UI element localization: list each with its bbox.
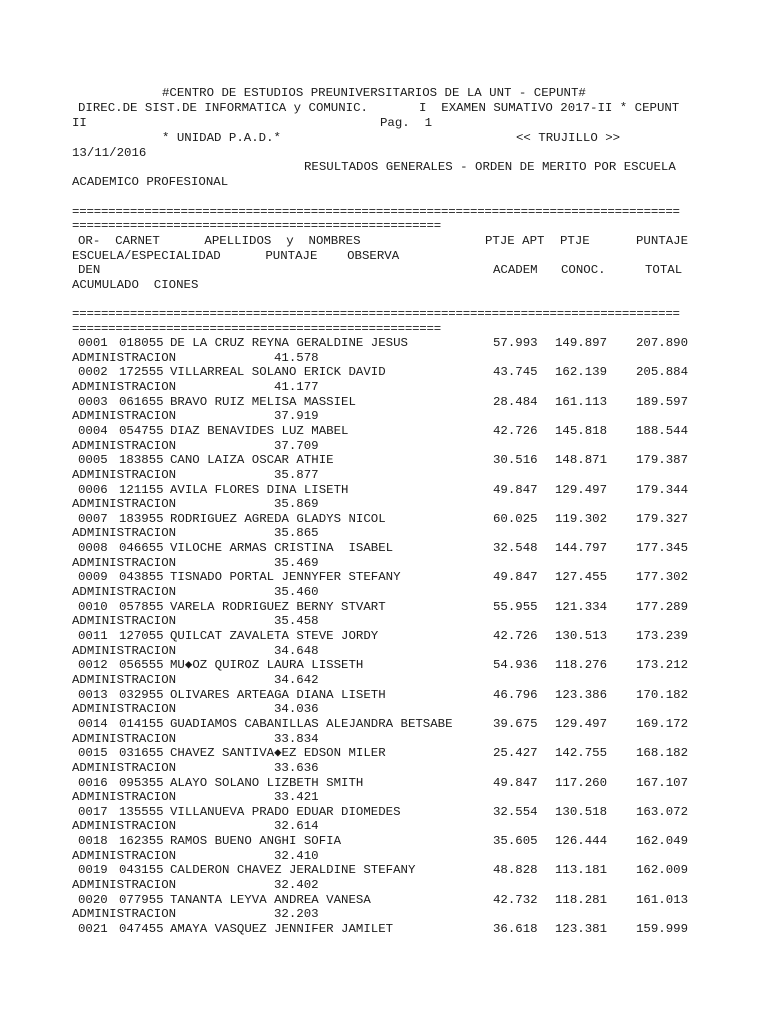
exam-name: I EXAMEN SUMATIVO 2017-II * CEPUNT: [419, 101, 680, 115]
order-number: 0002: [78, 365, 108, 380]
puntaje-acumulado: 32.203: [274, 907, 319, 922]
puntaje-acumulado: 32.410: [274, 848, 319, 863]
puntaje-academ: 35.605: [493, 834, 538, 849]
column-header-den: DEN: [78, 263, 101, 277]
puntaje-total: 163.072: [636, 804, 689, 819]
puntaje-total: 205.884: [636, 365, 689, 380]
puntaje-total: 177.289: [636, 599, 689, 614]
column-header-academ: ACADEM: [493, 263, 538, 277]
puntaje-total: 162.009: [636, 863, 689, 878]
puntaje-conoc: 123.381: [555, 922, 608, 936]
escuela-name: ADMINISTRACION: [72, 848, 177, 863]
puntaje-academ: 42.732: [493, 892, 538, 907]
puntaje-conoc: 117.260: [555, 775, 608, 790]
carnet-number: 054755: [119, 423, 164, 438]
escuela-name: ADMINISTRACION: [72, 672, 177, 687]
student-name: RODRIGUEZ AGREDA GLADYS NICOL: [170, 511, 386, 526]
student-name: VILLARREAL SOLANO ERICK DAVID: [170, 365, 386, 380]
escuela-name: ADMINISTRACION: [72, 702, 177, 717]
puntaje-acumulado: 35.460: [274, 585, 319, 599]
carnet-number: 135555: [119, 804, 164, 819]
student-name: AMAYA VASQUEZ JENNIFER JAMILET: [170, 922, 394, 936]
report-title: #CENTRO DE ESTUDIOS PREUNIVERSITARIOS DE LA UNT - CEPUNT#: [162, 86, 586, 100]
escuela-name: ADMINISTRACION: [72, 907, 177, 922]
puntaje-acumulado: 37.919: [274, 409, 319, 424]
puntaje-conoc: 129.497: [555, 482, 608, 497]
student-name: TANANTA LEYVA ANDREA VANESA: [170, 892, 371, 907]
puntaje-academ: 46.796: [493, 687, 538, 702]
escuela-name: ADMINISTRACION: [72, 497, 177, 512]
student-name: RAMOS BUENO ANGHI SOFIA: [170, 834, 342, 849]
student-name: VILOCHE ARMAS CRISTINA ISABEL: [170, 541, 394, 556]
puntaje-total: 159.999: [636, 922, 689, 936]
order-number: 0020: [78, 892, 108, 907]
escuela-name: ADMINISTRACION: [72, 614, 177, 629]
escuela-name: ADMINISTRACION: [72, 467, 177, 482]
puntaje-acumulado: 34.648: [274, 643, 319, 658]
puntaje-total: 179.327: [636, 511, 689, 526]
escuela-name: ADMINISTRACION: [72, 350, 177, 365]
carnet-number: 172555: [119, 365, 164, 380]
puntaje-conoc: 121.334: [555, 599, 608, 614]
puntaje-academ: 30.516: [493, 453, 538, 468]
puntaje-acumulado: 41.177: [274, 379, 319, 394]
puntaje-acumulado: 32.402: [274, 878, 319, 892]
puntaje-academ: 48.828: [493, 863, 538, 878]
carnet-number: 031655: [119, 746, 164, 761]
separator-line: ====================================================================================: [72, 307, 680, 321]
puntaje-conoc: 126.444: [555, 834, 608, 849]
escuela-name: ADMINISTRACION: [72, 555, 177, 570]
puntaje-conoc: 129.497: [555, 716, 608, 731]
puntaje-academ: 28.484: [493, 394, 538, 409]
student-name: MU◆OZ QUIROZ LAURA LISSETH: [170, 658, 364, 673]
puntaje-conoc: 113.181: [555, 863, 608, 878]
carnet-number: 057855: [119, 599, 164, 614]
order-number: 0015: [78, 746, 108, 761]
order-number: 0004: [78, 423, 108, 438]
student-name: BRAVO RUIZ MELISA MASSIEL: [170, 394, 356, 409]
carnet-number: 032955: [119, 687, 164, 702]
escuela-name: ADMINISTRACION: [72, 760, 177, 775]
carnet-number: 043855: [119, 570, 164, 585]
column-header-acumulado: ACUMULADO CIONES: [72, 278, 199, 292]
carnet-number: 014155: [119, 716, 164, 731]
separator-line: ====================================================================================: [72, 205, 680, 219]
student-name: CALDERON CHAVEZ JERALDINE STEFANY: [170, 863, 416, 878]
carnet-number: 183855: [119, 453, 164, 468]
puntaje-academ: 32.548: [493, 541, 538, 556]
report-subtitle-continued: ACADEMICO PROFESIONAL: [72, 175, 229, 189]
student-name: VILLANUEVA PRADO EDUAR DIOMEDES: [170, 804, 401, 819]
puntaje-conoc: 130.518: [555, 804, 608, 819]
puntaje-total: 170.182: [636, 687, 689, 702]
column-header-ptje: PTJE: [560, 234, 590, 248]
puntaje-acumulado: 35.865: [274, 526, 319, 541]
student-name: OLIVARES ARTEAGA DIANA LISETH: [170, 687, 386, 702]
puntaje-acumulado: 35.458: [274, 614, 319, 629]
puntaje-academ: 49.847: [493, 775, 538, 790]
student-name: TISNADO PORTAL JENNYFER STEFANY: [170, 570, 401, 585]
student-name: CHAVEZ SANTIVA◆EZ EDSON MILER: [170, 746, 386, 761]
separator-line: ===================================================: [72, 322, 442, 336]
carnet-number: 127055: [119, 629, 164, 643]
puntaje-acumulado: 35.877: [274, 467, 319, 482]
puntaje-total: 179.387: [636, 453, 689, 468]
student-name: VARELA RODRIGUEZ BERNY STVART: [170, 599, 386, 614]
order-number: 0017: [78, 804, 108, 819]
puntaje-academ: 25.427: [493, 746, 538, 761]
report-date: 13/11/2016: [72, 146, 147, 160]
column-header-total: TOTAL: [645, 263, 683, 277]
puntaje-acumulado: 35.469: [274, 555, 319, 570]
order-number: 0009: [78, 570, 108, 585]
carnet-number: 183955: [119, 511, 164, 526]
escuela-name: ADMINISTRACION: [72, 438, 177, 453]
order-number: 0013: [78, 687, 108, 702]
puntaje-total: 177.302: [636, 570, 689, 585]
separator-line: ===================================================: [72, 219, 442, 233]
escuela-name: ADMINISTRACION: [72, 643, 177, 658]
escuela-name: ADMINISTRACION: [72, 379, 177, 394]
puntaje-conoc: 148.871: [555, 453, 608, 468]
puntaje-acumulado: 37.709: [274, 438, 319, 453]
student-name: QUILCAT ZAVALETA STEVE JORDY: [170, 629, 379, 643]
puntaje-conoc: 161.113: [555, 394, 608, 409]
student-name: DE LA CRUZ REYNA GERALDINE JESUS: [170, 336, 408, 350]
order-number: 0010: [78, 599, 108, 614]
order-number: 0008: [78, 541, 108, 556]
order-number: 0001: [78, 336, 108, 350]
puntaje-conoc: 162.139: [555, 365, 608, 380]
puntaje-total: 177.345: [636, 541, 689, 556]
carnet-number: 018055: [119, 336, 164, 350]
puntaje-total: 207.890: [636, 336, 689, 350]
puntaje-academ: 42.726: [493, 423, 538, 438]
carnet-number: 162355: [119, 834, 164, 849]
escuela-name: ADMINISTRACION: [72, 790, 177, 805]
carnet-number: 061655: [119, 394, 164, 409]
puntaje-academ: 36.618: [493, 922, 538, 936]
escuela-name: ADMINISTRACION: [72, 409, 177, 424]
puntaje-acumulado: 34.642: [274, 672, 319, 687]
student-name: CANO LAIZA OSCAR ATHIE: [170, 453, 334, 468]
carnet-number: 047455: [119, 922, 164, 936]
student-name: GUADIAMOS CABANILLAS ALEJANDRA BETSABE: [170, 716, 453, 731]
puntaje-academ: 49.847: [493, 570, 538, 585]
carnet-number: 046655: [119, 541, 164, 556]
escuela-name: ADMINISTRACION: [72, 878, 177, 892]
order-number: 0006: [78, 482, 108, 497]
order-number: 0005: [78, 453, 108, 468]
page-number: Pag. 1: [380, 116, 433, 130]
city-name: << TRUJILLO >>: [516, 131, 621, 145]
order-number: 0003: [78, 394, 108, 409]
puntaje-conoc: 142.755: [555, 746, 608, 761]
order-number: 0019: [78, 863, 108, 878]
carnet-number: 121155: [119, 482, 164, 497]
puntaje-total: 188.544: [636, 423, 689, 438]
carnet-number: 077955: [119, 892, 164, 907]
puntaje-total: 169.172: [636, 716, 689, 731]
column-header-left: OR- CARNET APELLIDOS y NOMBRES: [78, 234, 361, 248]
puntaje-academ: 54.936: [493, 658, 538, 673]
puntaje-conoc: 149.897: [555, 336, 608, 350]
puntaje-academ: 55.955: [493, 599, 538, 614]
puntaje-conoc: 118.276: [555, 658, 608, 673]
carnet-number: 095355: [119, 775, 164, 790]
puntaje-acumulado: 33.834: [274, 731, 319, 746]
puntaje-acumulado: 33.636: [274, 760, 319, 775]
puntaje-acumulado: 35.869: [274, 497, 319, 512]
puntaje-academ: 43.745: [493, 365, 538, 380]
puntaje-conoc: 145.818: [555, 423, 608, 438]
student-name: ALAYO SOLANO LIZBETH SMITH: [170, 775, 364, 790]
puntaje-academ: 42.726: [493, 629, 538, 643]
column-header-puntaje: PUNTAJE: [636, 234, 689, 248]
unit-name: * UNIDAD P.A.D.*: [162, 131, 281, 145]
puntaje-academ: 39.675: [493, 716, 538, 731]
order-number: 0007: [78, 511, 108, 526]
puntaje-acumulado: 34.036: [274, 702, 319, 717]
puntaje-total: 161.013: [636, 892, 689, 907]
column-header-conoc: CONOC.: [561, 263, 606, 277]
order-number: 0016: [78, 775, 108, 790]
order-number: 0011: [78, 629, 108, 643]
puntaje-academ: 57.993: [493, 336, 538, 350]
puntaje-conoc: 123.386: [555, 687, 608, 702]
puntaje-acumulado: 41.578: [274, 350, 319, 365]
puntaje-total: 173.239: [636, 629, 689, 643]
order-number: 0012: [78, 658, 108, 673]
puntaje-conoc: 144.797: [555, 541, 608, 556]
escuela-name: ADMINISTRACION: [72, 731, 177, 746]
student-name: DIAZ BENAVIDES LUZ MABEL: [170, 423, 349, 438]
puntaje-conoc: 130.513: [555, 629, 608, 643]
order-number: 0014: [78, 716, 108, 731]
carnet-number: 043155: [119, 863, 164, 878]
puntaje-acumulado: 32.614: [274, 819, 319, 834]
carnet-number: 056555: [119, 658, 164, 673]
order-number: 0018: [78, 834, 108, 849]
order-number: 0021: [78, 922, 108, 936]
department-name: DIREC.DE SIST.DE INFORMATICA y COMUNIC.: [78, 101, 368, 115]
puntaje-academ: 49.847: [493, 482, 538, 497]
puntaje-total: 189.597: [636, 394, 689, 409]
student-name: AVILA FLORES DINA LISETH: [170, 482, 349, 497]
report-subtitle: RESULTADOS GENERALES - ORDEN DE MERITO POR ESCUELA: [304, 160, 676, 174]
column-header-escuela: ESCUELA/ESPECIALIDAD PUNTAJE OBSERVA: [72, 249, 400, 263]
puntaje-total: 162.049: [636, 834, 689, 849]
puntaje-total: 173.212: [636, 658, 689, 673]
exam-name-continued: II: [72, 116, 87, 130]
puntaje-conoc: 118.281: [555, 892, 608, 907]
column-header-ptje-apt: PTJE APT: [485, 234, 545, 248]
puntaje-acumulado: 33.421: [274, 790, 319, 805]
puntaje-total: 168.182: [636, 746, 689, 761]
escuela-name: ADMINISTRACION: [72, 526, 177, 541]
puntaje-academ: 60.025: [493, 511, 538, 526]
puntaje-conoc: 119.302: [555, 511, 608, 526]
escuela-name: ADMINISTRACION: [72, 819, 177, 834]
puntaje-academ: 32.554: [493, 804, 538, 819]
puntaje-total: 167.107: [636, 775, 689, 790]
escuela-name: ADMINISTRACION: [72, 585, 177, 599]
puntaje-total: 179.344: [636, 482, 689, 497]
puntaje-conoc: 127.455: [555, 570, 608, 585]
